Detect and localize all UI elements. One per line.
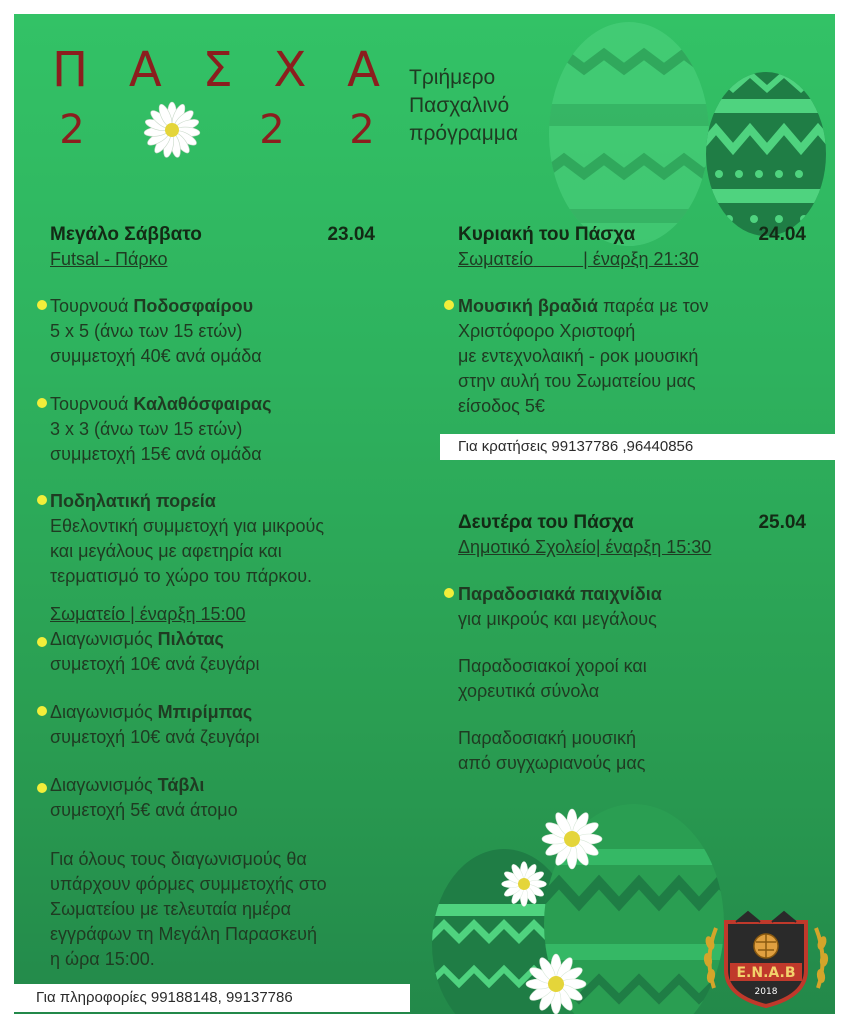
registration-note [50, 847, 375, 972]
note-line: Σωματείου με τελευταία ημέρα [50, 899, 292, 919]
event-prefix: Τουρνουά [50, 296, 134, 316]
event-name: Καλαθόσφαιρας [133, 394, 272, 414]
year-digit: 2 [259, 107, 285, 153]
day-date: 25.04 [758, 512, 806, 533]
event-traditional-music [458, 726, 806, 776]
day-date: 23.04 [327, 224, 375, 245]
start-time: | έναρξη 21:30 [583, 249, 699, 269]
event-name: Τάβλι [157, 775, 205, 795]
event-detail: Παραδοσιακοί χοροί και [458, 656, 647, 676]
poster-subtitle [409, 64, 518, 148]
event-cycling [50, 489, 375, 589]
event-detail: συμετοχή 10€ ανά ζευγάρι [50, 654, 260, 674]
event-tavli [50, 773, 375, 823]
bullet-dot [37, 398, 47, 408]
logo-year: 2018 [754, 987, 778, 997]
event-football [50, 294, 375, 369]
saturday-section [50, 222, 375, 972]
poster-year [52, 102, 382, 158]
event-detail: και μεγάλους με αφετηρία και [50, 541, 282, 561]
sunday-section [458, 222, 806, 419]
event-suffix: παρέα με τον [597, 296, 709, 316]
event-name: Πιλότας [157, 629, 224, 649]
event-detail: Παραδοσιακή μουσική [458, 728, 636, 748]
location-line: Futsal - Πάρκο [50, 249, 168, 269]
location-name: Σωματείο [458, 249, 534, 269]
sunday-header [458, 222, 806, 247]
note-line: εγγράφων τη Μεγάλη Παρασκευή [50, 924, 317, 944]
event-prefix: Τουρνουά [50, 394, 134, 414]
event-detail: συμμετοχή 15€ ανά ομάδα [50, 444, 262, 464]
event-pilotas [50, 627, 375, 677]
daisy-icon [142, 100, 202, 160]
title-letter: Α [347, 42, 382, 98]
day-title: Μεγάλο Σάββατο [50, 224, 202, 245]
event-detail: συμετοχή 10€ ανά ζευγάρι [50, 727, 260, 747]
event-detail: χορευτικά σύνολα [458, 681, 600, 701]
title-letter: Χ [273, 42, 309, 98]
daisy-flowers-decoration [494, 794, 634, 1014]
note-line: Για όλους τους διαγωνισμούς θα [50, 849, 307, 869]
event-detail: για μικρούς και μεγάλους [458, 609, 657, 629]
bullet-dot [37, 495, 47, 505]
info-bar [14, 984, 410, 1012]
bullet-dot [37, 706, 47, 716]
event-prefix: Διαγωνισμός [50, 775, 158, 795]
bullet-dot [444, 300, 454, 310]
location-line: Δημοτικό Σχολείο| έναρξη 15:30 [458, 537, 712, 557]
event-detail: 5 x 5 (άνω των 15 ετών) [50, 321, 243, 341]
poster [14, 14, 835, 1014]
title-letter: Α [128, 42, 164, 98]
event-detail: από συγχωριανούς μας [458, 753, 646, 773]
title-letter: Σ [202, 42, 235, 98]
note-line: η ώρα 15:00. [50, 949, 155, 969]
note-line: υπάρχουν φόρμες συμμετοχής στο [50, 874, 327, 894]
event-dances [458, 654, 806, 704]
location-line: Σωματείο | έναρξη 15:00 [50, 604, 246, 624]
info-text: Για πληροφορίες 99188148, 99137786 [36, 989, 293, 1006]
day-date: 24.04 [758, 224, 806, 245]
location-line [458, 247, 806, 272]
event-detail: Χριστόφορο Χριστοφή [458, 321, 636, 341]
event-name: Μπιρίμπας [157, 702, 253, 722]
bullet-dot [37, 783, 47, 793]
bullet-dot [37, 300, 47, 310]
poster-title [52, 42, 382, 98]
subtitle-line: πρόγραμμα [409, 122, 519, 145]
bullet-dot [37, 637, 47, 647]
saturday-header [50, 222, 375, 247]
event-detail: συμμετοχή 40€ ανά ομάδα [50, 346, 262, 366]
event-traditional-games [458, 582, 806, 632]
reservations-bar [440, 434, 835, 460]
logo-text: E.N.A.B [736, 965, 796, 981]
event-detail: τερματισμό το χώρο του πάρκου. [50, 566, 313, 586]
event-detail: συμετοχή 5€ ανά άτομο [50, 800, 238, 820]
reservations-text: Για κρατήσεις 99137786 ,96440856 [458, 438, 694, 455]
event-basketball [50, 392, 375, 467]
club-logo [702, 908, 830, 1008]
event-name: Μουσική βραδιά [458, 296, 598, 316]
event-detail: στην αυλή του Σωματείου μας [458, 371, 696, 391]
monday-header [458, 510, 806, 535]
event-name: Παραδοσιακά παιχνίδια [458, 584, 662, 604]
event-name: Ποδηλατική πορεία [50, 491, 216, 511]
day-title: Κυριακή του Πάσχα [458, 224, 636, 245]
day-title: Δευτέρα του Πάσχα [458, 512, 634, 533]
year-digit: 2 [59, 107, 85, 153]
event-mpirimpas [50, 700, 375, 750]
subtitle-line: Πασχαλινό [409, 94, 510, 117]
subtitle-line: Τριήμερο [409, 66, 496, 89]
title-letter: Π [52, 42, 91, 98]
event-music-night [458, 294, 806, 419]
event-name: Ποδοσφαίρου [133, 296, 254, 316]
year-digit: 2 [349, 107, 375, 153]
event-detail: με εντεχνολαική - ροκ μουσική [458, 346, 699, 366]
event-prefix: Διαγωνισμός [50, 629, 158, 649]
event-prefix: Διαγωνισμός [50, 702, 158, 722]
event-detail: Εθελοντική συμμετοχή για μικρούς [50, 516, 325, 536]
event-detail: είσοδος 5€ [458, 396, 545, 416]
monday-section [458, 510, 806, 776]
event-detail: 3 x 3 (άνω των 15 ετών) [50, 419, 243, 439]
bullet-dot [444, 588, 454, 598]
